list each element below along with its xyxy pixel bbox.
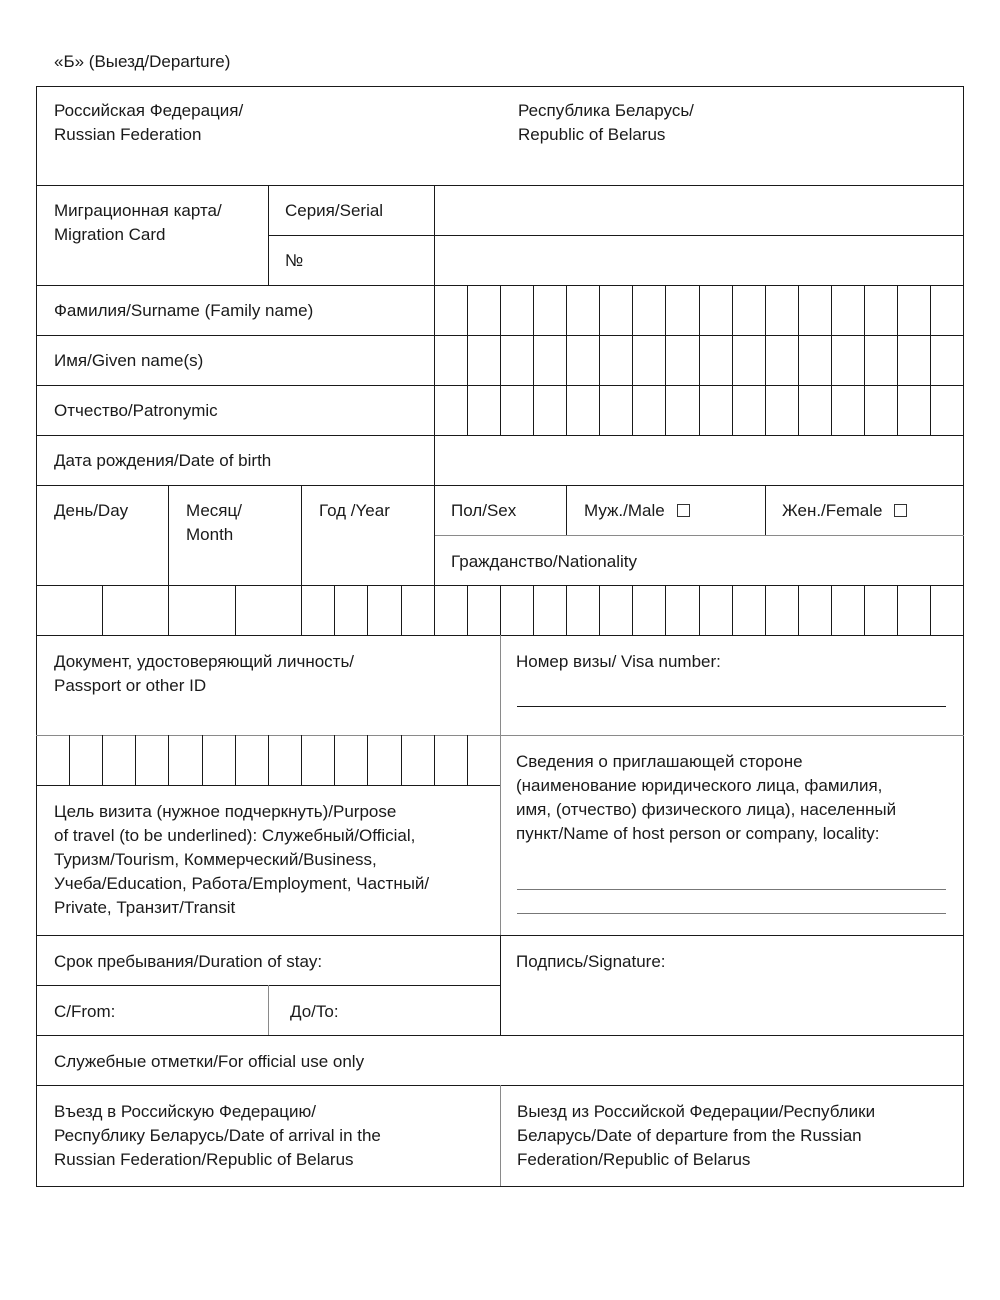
divider: [36, 785, 500, 786]
female-checkbox[interactable]: [894, 504, 907, 517]
surname-char-cell[interactable]: [468, 286, 499, 334]
cell-divider: [367, 585, 368, 635]
month-char-cell[interactable]: [236, 586, 300, 634]
migration-card-line1: Миграционная карта/: [54, 201, 222, 220]
cell-divider: [831, 285, 832, 335]
cell-divider: [798, 335, 799, 385]
russia-line2: Russian Federation: [54, 125, 202, 144]
cell-divider: [599, 335, 600, 385]
given-name-char-cell[interactable]: [468, 336, 499, 384]
cell-divider: [202, 735, 203, 785]
given-name-char-cell[interactable]: [534, 336, 565, 384]
given-name-char-cell[interactable]: [832, 336, 863, 384]
identity-char-cell[interactable]: [468, 736, 499, 784]
cell-divider: [632, 285, 633, 335]
cell-divider: [467, 285, 468, 335]
cell-divider: [367, 735, 368, 785]
cell-divider: [467, 335, 468, 385]
male-checkbox[interactable]: [677, 504, 690, 517]
patronymic-char-cell[interactable]: [832, 386, 863, 434]
nationality-char-cell[interactable]: [733, 586, 764, 634]
month-label: [186, 499, 242, 547]
nationality-char-cell[interactable]: [435, 586, 466, 634]
cell-divider: [930, 285, 931, 335]
identity-char-cell[interactable]: [203, 736, 234, 784]
cell-divider: [102, 735, 103, 785]
patronymic-char-cell[interactable]: [733, 386, 764, 434]
host-line1: Сведения о приглашающей стороне: [516, 752, 803, 771]
divider: [500, 935, 501, 1035]
cell-divider: [897, 285, 898, 335]
male-label: Муж./Male: [584, 501, 665, 520]
identity-document-label: [54, 650, 354, 698]
arrival-line3: Russian Federation/Republic of Belarus: [54, 1150, 354, 1169]
divider: [36, 185, 964, 186]
cell-divider: [897, 385, 898, 435]
purpose-line1: Цель визита (нужное подчеркнуть)/Purpose: [54, 802, 397, 821]
cell-divider: [732, 585, 733, 635]
cell-divider: [831, 585, 832, 635]
cell-divider: [135, 735, 136, 785]
cell-divider: [930, 585, 931, 635]
host-line2: (наименование юридического лица, фамилия,: [516, 776, 883, 795]
surname-char-cell[interactable]: [435, 286, 466, 334]
purpose-line5: Private, Транзит/Transit: [54, 898, 236, 917]
departure-line3: Federation/Republic of Belarus: [517, 1150, 751, 1169]
nationality-label: Гражданство/Nationality: [451, 552, 637, 571]
visa-label: Номер визы/ Visa number:: [516, 652, 721, 671]
number-label: №: [285, 251, 304, 270]
nationality-char-cell[interactable]: [600, 586, 631, 634]
cell-divider: [798, 585, 799, 635]
divider: [268, 985, 269, 1035]
male-option[interactable]: [584, 499, 690, 523]
surname-char-cell[interactable]: [898, 286, 929, 334]
nationality-char-cell[interactable]: [501, 586, 532, 634]
nationality-char-cell[interactable]: [700, 586, 731, 634]
cell-divider: [599, 385, 600, 435]
divider: [36, 485, 964, 486]
nationality-char-cell[interactable]: [666, 586, 698, 634]
signature-field[interactable]: [502, 975, 962, 1033]
cell-divider: [301, 735, 302, 785]
nationality-char-cell[interactable]: [766, 586, 797, 634]
patronymic-char-cell[interactable]: [898, 386, 929, 434]
nationality-char-cell[interactable]: [468, 586, 499, 634]
patronymic-label: Отчество/Patronymic: [54, 401, 218, 420]
divider: [566, 485, 567, 535]
cell-divider: [864, 585, 865, 635]
given-name-char-cell[interactable]: [666, 336, 698, 384]
cell-divider: [334, 585, 335, 635]
belarus-line1: Республика Беларусь/: [518, 101, 694, 120]
russia-line1: Российская Федерация/: [54, 101, 244, 120]
host-field-line1[interactable]: [517, 889, 946, 890]
arrival-line1: Въезд в Российскую Федерацию/: [54, 1102, 316, 1121]
host-field-line2[interactable]: [517, 913, 946, 914]
visa-number-field[interactable]: [517, 706, 946, 707]
surname-char-cell[interactable]: [865, 286, 896, 334]
cell-divider: [665, 585, 666, 635]
identity-char-cell[interactable]: [37, 736, 68, 784]
patronymic-char-cell[interactable]: [931, 386, 962, 434]
divider: [434, 185, 435, 285]
divider: [36, 435, 964, 436]
given-name-char-cell[interactable]: [700, 336, 731, 384]
divider: [765, 485, 766, 535]
divider: [434, 535, 964, 536]
patronymic-char-cell[interactable]: [567, 386, 598, 434]
cell-divider: [632, 585, 633, 635]
cell-divider: [732, 335, 733, 385]
given-name-char-cell[interactable]: [501, 336, 532, 384]
purpose-line2: of travel (to be underlined): Служебный/Official,: [54, 826, 416, 845]
cell-divider: [268, 735, 269, 785]
patronymic-char-cell[interactable]: [534, 386, 565, 434]
divider: [268, 235, 964, 236]
form-title: «Б» (Выезд/Departure): [54, 52, 231, 71]
cell-divider: [599, 285, 600, 335]
identity-char-cell[interactable]: [269, 736, 300, 784]
country-belarus: [518, 99, 694, 147]
given-name-char-cell[interactable]: [898, 336, 929, 384]
identity-char-cell[interactable]: [70, 736, 101, 784]
host-label: [516, 750, 896, 846]
divider: [500, 1085, 501, 1186]
surname-char-cell[interactable]: [700, 286, 731, 334]
departure-date-label: [517, 1100, 875, 1172]
cell-divider: [732, 285, 733, 335]
identity-line1: Документ, удостоверяющий личность/: [54, 652, 355, 671]
female-option[interactable]: [782, 499, 907, 523]
cell-divider: [864, 335, 865, 385]
from-label: С/From:: [54, 1002, 116, 1021]
surname-char-cell[interactable]: [733, 286, 764, 334]
cell-divider: [831, 385, 832, 435]
cell-divider: [566, 385, 567, 435]
cell-divider: [533, 585, 534, 635]
official-use-label: Служебные отметки/For official use only: [54, 1052, 365, 1071]
nationality-char-cell[interactable]: [633, 586, 664, 634]
patronymic-char-cell[interactable]: [799, 386, 830, 434]
given-name-char-cell[interactable]: [799, 336, 830, 384]
identity-char-cell[interactable]: [335, 736, 366, 784]
cell-divider: [533, 385, 534, 435]
nationality-char-cell[interactable]: [898, 586, 929, 634]
cell-divider: [864, 285, 865, 335]
patronymic-char-cell[interactable]: [600, 386, 631, 434]
surname-char-cell[interactable]: [766, 286, 797, 334]
surname-label: Фамилия/Surname (Family name): [54, 301, 314, 320]
cell-divider: [467, 735, 468, 785]
patronymic-char-cell[interactable]: [766, 386, 797, 434]
year-char-cell[interactable]: [402, 586, 433, 634]
cell-divider: [235, 585, 236, 635]
host-line4: пункт/Name of host person or company, locality:: [516, 824, 880, 843]
cell-divider: [401, 735, 402, 785]
given-name-char-cell[interactable]: [931, 336, 962, 384]
patronymic-char-cell[interactable]: [501, 386, 532, 434]
identity-char-cell[interactable]: [103, 736, 134, 784]
cell-divider: [665, 335, 666, 385]
sex-label: Пол/Sex: [451, 501, 517, 520]
identity-line2: Passport or other ID: [54, 676, 207, 695]
cell-divider: [168, 735, 169, 785]
serial-label: Серия/Serial: [285, 201, 384, 220]
dob-field[interactable]: [436, 437, 962, 484]
nationality-char-cell[interactable]: [799, 586, 830, 634]
duration-label: Срок пребывания/Duration of stay:: [54, 952, 323, 971]
female-label: Жен./Female: [782, 501, 883, 520]
given-name-char-cell[interactable]: [567, 336, 598, 384]
year-char-cell[interactable]: [335, 586, 366, 634]
arrival-date-label: [54, 1100, 381, 1172]
year-char-cell[interactable]: [368, 586, 400, 634]
surname-char-cell[interactable]: [567, 286, 598, 334]
divider: [500, 635, 501, 935]
given-name-char-cell[interactable]: [766, 336, 797, 384]
purpose-line3: Туризм/Tourism, Коммерческий/Business,: [54, 850, 377, 869]
cell-divider: [467, 385, 468, 435]
cell-divider: [69, 735, 70, 785]
year-label: Год /Year: [319, 501, 390, 520]
day-label: День/Day: [54, 501, 129, 520]
patronymic-char-cell[interactable]: [666, 386, 698, 434]
cell-divider: [235, 735, 236, 785]
patronymic-char-cell[interactable]: [865, 386, 896, 434]
cell-divider: [864, 385, 865, 435]
cell-divider: [831, 335, 832, 385]
cell-divider: [566, 585, 567, 635]
cell-divider: [897, 335, 898, 385]
day-char-cell[interactable]: [37, 586, 101, 634]
host-line3: имя, (отчество) физического лица), населенный: [516, 800, 897, 819]
identity-char-cell[interactable]: [402, 736, 433, 784]
cell-divider: [732, 385, 733, 435]
cell-divider: [632, 335, 633, 385]
cell-divider: [765, 385, 766, 435]
signature-label: Подпись/Signature:: [516, 952, 666, 971]
identity-char-cell[interactable]: [136, 736, 167, 784]
cell-divider: [765, 285, 766, 335]
arrival-line2: Республику Беларусь/Date of arrival in the: [54, 1126, 381, 1145]
cell-divider: [500, 335, 501, 385]
month-char-cell[interactable]: [169, 586, 234, 634]
given-name-char-cell[interactable]: [865, 336, 896, 384]
cell-divider: [765, 585, 766, 635]
cell-divider: [930, 335, 931, 385]
migration-card-label: [54, 199, 222, 247]
cell-divider: [930, 385, 931, 435]
surname-char-cell[interactable]: [832, 286, 863, 334]
cell-divider: [699, 585, 700, 635]
cell-divider: [434, 735, 435, 785]
cell-divider: [102, 585, 103, 635]
surname-char-cell[interactable]: [666, 286, 698, 334]
identity-char-cell[interactable]: [368, 736, 400, 784]
purpose-of-travel: [54, 800, 429, 920]
cell-divider: [500, 585, 501, 635]
patronymic-char-cell[interactable]: [468, 386, 499, 434]
given-name-char-cell[interactable]: [600, 336, 631, 384]
dob-label: Дата рождения/Date of birth: [54, 451, 272, 470]
surname-char-cell[interactable]: [931, 286, 962, 334]
surname-char-cell[interactable]: [600, 286, 631, 334]
cell-divider: [566, 335, 567, 385]
cell-divider: [798, 385, 799, 435]
departure-line2: Беларусь/Date of departure from the Russian: [517, 1126, 862, 1145]
surname-char-cell[interactable]: [534, 286, 565, 334]
cell-divider: [897, 585, 898, 635]
given-name-char-cell[interactable]: [435, 336, 466, 384]
nationality-char-cell[interactable]: [832, 586, 863, 634]
cell-divider: [699, 285, 700, 335]
cell-divider: [334, 735, 335, 785]
cell-divider: [566, 285, 567, 335]
cell-divider: [467, 585, 468, 635]
surname-char-cell[interactable]: [501, 286, 532, 334]
identity-char-cell[interactable]: [302, 736, 333, 784]
migration-card-line2: Migration Card: [54, 225, 166, 244]
year-char-cell[interactable]: [302, 586, 333, 634]
nationality-char-cell[interactable]: [865, 586, 896, 634]
cell-divider: [765, 335, 766, 385]
patronymic-char-cell[interactable]: [435, 386, 466, 434]
country-russia: [54, 99, 243, 147]
month-line1: Месяц/: [186, 501, 242, 520]
cell-divider: [699, 335, 700, 385]
cell-divider: [533, 335, 534, 385]
divider: [36, 1035, 964, 1036]
identity-char-cell[interactable]: [435, 736, 466, 784]
cell-divider: [665, 385, 666, 435]
nationality-char-cell[interactable]: [567, 586, 598, 634]
identity-char-cell[interactable]: [169, 736, 201, 784]
cell-divider: [500, 385, 501, 435]
cell-divider: [500, 285, 501, 335]
month-line2: Month: [186, 525, 234, 544]
nationality-char-cell[interactable]: [534, 586, 565, 634]
cell-divider: [699, 385, 700, 435]
to-label: До/To:: [290, 1002, 339, 1021]
belarus-line2: Republic of Belarus: [518, 125, 666, 144]
divider: [268, 185, 269, 285]
departure-line1: Выезд из Российской Федерации/Республики: [517, 1102, 876, 1121]
number-field[interactable]: [436, 237, 962, 284]
cell-divider: [632, 385, 633, 435]
surname-char-cell[interactable]: [633, 286, 664, 334]
identity-char-cell[interactable]: [236, 736, 267, 784]
cell-divider: [533, 285, 534, 335]
cell-divider: [798, 285, 799, 335]
patronymic-char-cell[interactable]: [633, 386, 664, 434]
purpose-line4: Учеба/Education, Работа/Employment, Частный/: [54, 874, 430, 893]
patronymic-char-cell[interactable]: [700, 386, 731, 434]
day-char-cell[interactable]: [103, 586, 167, 634]
given-name-char-cell[interactable]: [733, 336, 764, 384]
cell-divider: [599, 585, 600, 635]
given-name-label: Имя/Given name(s): [54, 351, 204, 370]
given-name-char-cell[interactable]: [633, 336, 664, 384]
cell-divider: [401, 585, 402, 635]
serial-field[interactable]: [436, 187, 962, 234]
surname-char-cell[interactable]: [799, 286, 830, 334]
cell-divider: [665, 285, 666, 335]
nationality-char-cell[interactable]: [931, 586, 962, 634]
